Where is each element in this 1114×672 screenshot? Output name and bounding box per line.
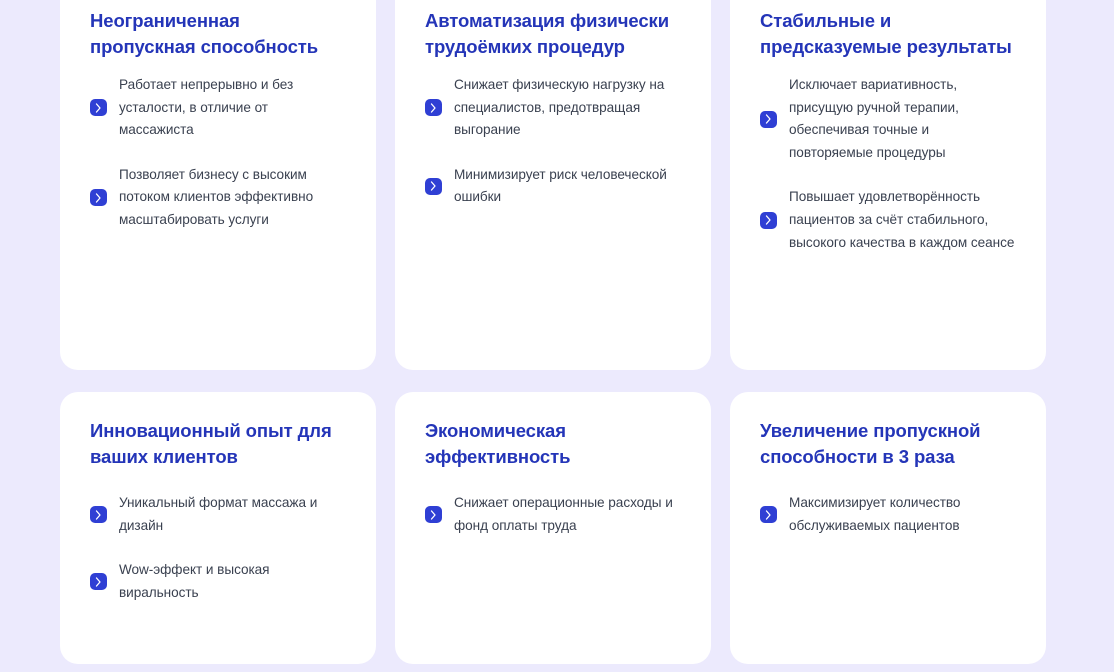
chevron-right-icon [425, 178, 442, 195]
chevron-right-icon [425, 506, 442, 523]
list-item [90, 74, 346, 142]
bullet-text: Снижает физическую нагрузку на специалистов, предотвращая выгорание [454, 77, 665, 138]
bullet-text: Снижает операционные расходы и фонд оплаты труда [454, 495, 673, 533]
benefit-card-stable-results [730, 0, 1046, 370]
bullet-text: Повышает удовлетворённость пациентов за счёт стабильного, высокого качества в каждом сеансе [789, 189, 1015, 250]
chevron-right-icon [760, 506, 777, 523]
benefit-card-innovative-experience [60, 392, 376, 664]
list-item [425, 164, 681, 209]
bullet-text: Работает непрерывно и без усталости, в отличие от массажиста [119, 77, 294, 138]
card-title: Неограниченная пропускная способность [90, 10, 319, 57]
card-title: Увеличение пропускной способности в 3 раза [760, 420, 981, 467]
chevron-right-icon [425, 99, 442, 116]
list-item [760, 492, 1016, 537]
benefits-grid [60, 0, 1054, 664]
card-title: Автоматизация физически трудоёмких процедур [425, 10, 669, 57]
chevron-right-icon [90, 506, 107, 523]
bullet-text: Максимизирует количество обслуживаемых пациентов [789, 495, 961, 533]
bullet-text: Позволяет бизнесу с высоким потоком клиентов эффективно масштабировать услуги [119, 166, 314, 227]
card-bullet-list [90, 492, 346, 604]
chevron-right-icon [760, 111, 777, 128]
list-item [425, 74, 681, 142]
benefit-card-unlimited-throughput [60, 0, 376, 370]
list-item [90, 164, 346, 232]
bullet-text: Исключает вариативность, присущую ручной терапии, обеспечивая точные и повторяемые процедуры [789, 77, 959, 160]
benefit-card-cost-efficiency [395, 392, 711, 664]
card-bullet-list [760, 74, 1016, 254]
bullet-text: Минимизирует риск человеческой ошибки [454, 166, 667, 205]
card-bullet-list [760, 492, 1016, 537]
card-title: Инновационный опыт для ваших клиентов [90, 420, 332, 467]
card-title: Стабильные и предсказуемые результаты [760, 10, 1012, 57]
chevron-right-icon [90, 189, 107, 206]
bullet-text: Wow-эффект и высокая виральность [119, 562, 270, 600]
bullet-text: Уникальный формат массажа и дизайн [119, 495, 318, 533]
list-item [90, 559, 346, 604]
chevron-right-icon [90, 573, 107, 590]
card-bullet-list [90, 74, 346, 232]
card-bullet-list [425, 492, 681, 537]
card-title: Экономическая эффективность [425, 420, 571, 467]
chevron-right-icon [90, 99, 107, 116]
benefit-card-throughput-3x [730, 392, 1046, 664]
list-item [425, 492, 681, 537]
card-bullet-list [425, 74, 681, 209]
benefit-card-automation [395, 0, 711, 370]
list-item [760, 186, 1016, 254]
list-item [90, 492, 346, 537]
list-item [760, 74, 1016, 164]
chevron-right-icon [760, 212, 777, 229]
